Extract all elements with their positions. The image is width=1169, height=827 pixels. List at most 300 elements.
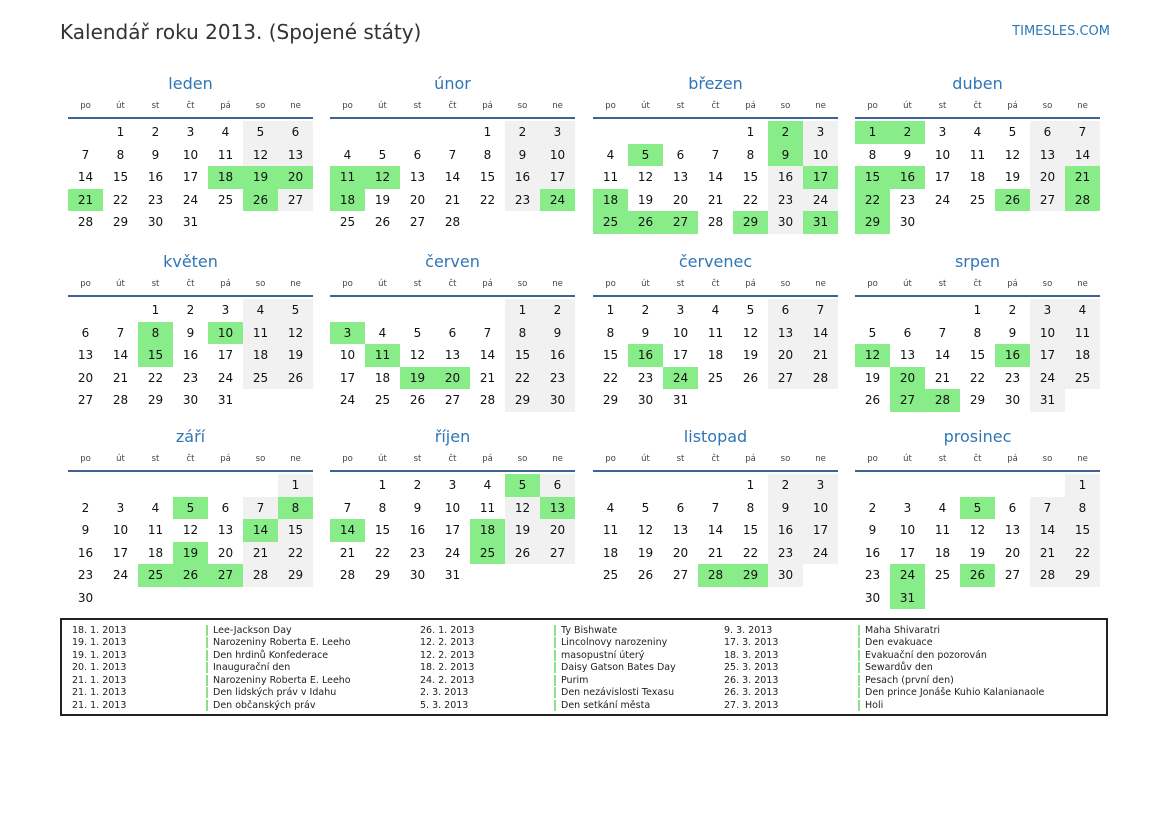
holiday-day: 19 [400,367,435,390]
day-grid [330,299,575,412]
weekday-label: po [342,454,353,464]
day-cell: 6 [81,325,90,340]
day-cell: 6 [1008,500,1017,515]
holiday-name: Holi [858,700,883,711]
holiday-day: 14 [243,519,278,542]
day-cell: 22 [742,192,759,207]
weekday-label: st [676,279,685,289]
day-cell: 25 [934,568,951,583]
day-cell: 24 [1030,367,1065,390]
day-cell: 26 [637,568,654,583]
month-name: duben [952,74,1003,93]
weekday-label: út [641,454,650,464]
weekday-label: so [780,101,791,111]
day-cell: 1 [606,303,615,318]
day-cell: 11 [243,322,278,345]
day-cell: 30 [637,393,654,408]
weekday-label: st [676,101,685,111]
legend-row [62,699,351,712]
day-cell: 8 [606,325,615,340]
day-cell: 14 [479,348,496,363]
holiday-date: 21. 1. 2013 [72,699,127,711]
day-cell: 31 [182,215,199,230]
day-cell: 6 [278,121,313,144]
day-cell: 29 [147,393,164,408]
empty-cell [103,474,138,497]
legend-row [62,674,351,687]
empty-cell [365,299,400,322]
day-cell: 9 [505,144,540,167]
weekday-label: pá [482,101,493,111]
weekday-label: čt [711,279,720,289]
day-cell: 16 [768,519,803,542]
day-cell: 22 [479,192,496,207]
day-cell: 1 [973,303,982,318]
weekday-label: ne [552,454,563,464]
day-cell: 2 [868,500,877,515]
day-cell: 4 [343,147,352,162]
empty-cell [925,474,960,497]
holiday-day: 22 [855,189,890,212]
day-cell: 22 [602,370,619,385]
day-cell: 27 [444,393,461,408]
day-cell: 1 [278,474,313,497]
weekday-label: ne [290,279,301,289]
weekday-label: st [676,454,685,464]
day-cell: 15 [742,170,759,185]
weekday-header [330,273,575,297]
holiday-day: 9 [768,144,803,167]
empty-cell [435,121,470,144]
weekday-header [855,95,1100,119]
legend-row [410,699,676,712]
day-cell: 23 [409,545,426,560]
day-cell: 5 [868,325,877,340]
day-cell: 9 [868,523,877,538]
legend-row [714,687,1044,700]
weekday-header [855,273,1100,297]
day-cell: 6 [903,325,912,340]
empty-cell [68,474,103,497]
weekday-label: so [255,279,266,289]
day-cell: 13 [217,523,234,538]
day-cell: 28 [77,215,94,230]
day-cell: 30 [147,215,164,230]
day-cell: 14 [444,170,461,185]
empty-cell [470,299,505,322]
weekday-label: st [151,101,160,111]
day-cell: 2 [413,478,422,493]
day-cell: 6 [768,299,803,322]
day-cell: 13 [1004,523,1021,538]
day-cell: 10 [934,147,951,162]
day-cell: 14 [112,348,129,363]
day-cell: 3 [448,478,457,493]
legend-column [714,624,1044,712]
legend-column [62,624,351,712]
day-cell: 21 [1030,542,1065,565]
holiday-day: 29 [733,564,768,587]
weekday-header [855,448,1100,472]
holiday-name: Purim [554,675,588,686]
weekday-label: st [151,454,160,464]
day-cell: 23 [540,367,575,390]
holiday-date: 18. 2. 2013 [420,662,475,674]
day-cell: 25 [969,192,986,207]
day-cell: 25 [602,568,619,583]
day-cell: 22 [147,370,164,385]
day-cell: 7 [1065,121,1100,144]
weekday-label: so [255,454,266,464]
legend-row [410,662,676,675]
weekday-label: ne [815,101,826,111]
day-cell: 10 [339,348,356,363]
day-cell: 28 [803,367,838,390]
day-cell: 3 [803,121,838,144]
day-cell: 8 [116,147,125,162]
holiday-day: 17 [803,166,838,189]
day-cell: 19 [505,519,540,542]
holiday-day: 5 [960,497,995,520]
weekday-label: po [342,101,353,111]
day-cell: 12 [409,348,426,363]
holiday-date: 25. 3. 2013 [724,662,779,674]
day-cell: 3 [116,500,125,515]
day-cell: 16 [864,545,881,560]
day-cell: 11 [479,500,496,515]
legend-row [62,649,351,662]
weekday-label: út [116,454,125,464]
month-duben [855,73,1100,234]
empty-cell [663,474,698,497]
day-cell: 23 [768,542,803,565]
weekday-label: po [605,454,616,464]
day-cell: 9 [81,523,90,538]
empty-cell [960,474,995,497]
empty-cell [1030,474,1065,497]
day-cell: 18 [243,344,278,367]
weekday-label: pá [220,454,231,464]
month-name: únor [434,74,471,93]
day-cell: 9 [1008,325,1017,340]
weekday-header [593,95,838,119]
day-cell: 15 [969,348,986,363]
day-cell: 12 [1004,147,1021,162]
holiday-legend [60,618,1108,716]
month-září [68,426,313,609]
holiday-day: 12 [855,344,890,367]
day-cell: 12 [505,497,540,520]
day-cell: 23 [768,189,803,212]
holiday-day: 18 [330,189,365,212]
day-cell: 11 [1065,322,1100,345]
day-cell: 8 [1065,497,1100,520]
holiday-day: 20 [890,367,925,390]
day-cell: 13 [1030,144,1065,167]
empty-cell [628,121,663,144]
holiday-name: Maha Shivaratri [858,625,940,636]
legend-row [714,637,1044,650]
day-cell: 30 [899,215,916,230]
weekday-label: pá [220,101,231,111]
day-cell: 19 [742,348,759,363]
legend-row [410,624,676,637]
day-cell: 23 [505,189,540,212]
day-cell: 6 [676,500,685,515]
weekday-label: po [867,101,878,111]
day-cell: 24 [803,542,838,565]
day-cell: 13 [768,322,803,345]
empty-cell [855,474,890,497]
day-cell: 7 [343,500,352,515]
day-cell: 11 [602,170,619,185]
holiday-day: 11 [365,344,400,367]
day-cell: 28 [444,215,461,230]
weekday-label: po [80,101,91,111]
weekday-label: út [903,101,912,111]
day-cell: 31 [444,568,461,583]
day-cell: 10 [112,523,129,538]
day-cell: 22 [112,192,129,207]
day-cell: 21 [803,344,838,367]
day-grid [68,474,313,609]
holiday-day: 20 [435,367,470,390]
weekday-label: čt [448,454,457,464]
holiday-date: 18. 1. 2013 [72,624,127,636]
day-cell: 28 [243,564,278,587]
day-grid [855,474,1100,609]
day-grid [593,121,838,234]
weekday-label: čt [711,454,720,464]
day-cell: 29 [112,215,129,230]
holiday-day: 18 [208,166,243,189]
day-cell: 11 [969,147,986,162]
empty-cell [995,474,1030,497]
holiday-name: Evakuační den pozorován [858,650,987,661]
day-cell: 20 [217,545,234,560]
holiday-day: 26 [960,564,995,587]
holiday-day: 2 [768,121,803,144]
day-cell: 9 [540,322,575,345]
weekday-label: st [938,101,947,111]
day-cell: 27 [278,189,313,212]
day-cell: 26 [864,393,881,408]
day-cell: 21 [479,370,496,385]
day-cell: 17 [672,348,689,363]
day-cell: 18 [934,545,951,560]
day-cell: 31 [672,393,689,408]
empty-cell [330,121,365,144]
day-cell: 2 [186,303,195,318]
day-cell: 19 [278,344,313,367]
holiday-day: 10 [208,322,243,345]
holiday-day: 29 [733,211,768,234]
weekday-label: út [378,454,387,464]
legend-row [410,674,676,687]
day-cell: 23 [147,192,164,207]
day-cell: 10 [803,497,838,520]
holiday-day: 18 [470,519,505,542]
weekday-label: st [413,279,422,289]
day-cell: 4 [378,325,387,340]
day-cell: 4 [973,125,982,140]
empty-cell [68,299,103,322]
day-cell: 3 [540,121,575,144]
day-cell: 14 [803,322,838,345]
weekday-label: st [938,279,947,289]
day-cell: 20 [540,519,575,542]
day-cell: 13 [899,348,916,363]
legend-row [714,674,1044,687]
holiday-date: 19. 1. 2013 [72,649,127,661]
holiday-day: 5 [628,144,663,167]
day-cell: 17 [339,370,356,385]
day-cell: 1 [505,299,540,322]
day-cell: 30 [77,590,94,605]
day-cell: 19 [1004,170,1021,185]
day-cell: 12 [742,325,759,340]
day-cell: 17 [217,348,234,363]
day-cell: 25 [243,367,278,390]
day-cell: 10 [1030,322,1065,345]
day-cell: 29 [505,389,540,412]
weekday-label: pá [220,279,231,289]
empty-cell [68,121,103,144]
day-cell: 4 [243,299,278,322]
holiday-day: 24 [890,564,925,587]
day-cell: 11 [602,523,619,538]
day-grid [855,121,1100,234]
month-name: srpen [954,252,1001,271]
day-cell: 23 [899,192,916,207]
day-cell: 4 [221,125,230,140]
day-cell: 2 [641,303,650,318]
day-cell: 14 [1030,519,1065,542]
day-cell: 12 [278,322,313,345]
day-cell: 13 [278,144,313,167]
weekday-label: so [1042,454,1053,464]
day-cell: 18 [707,348,724,363]
day-cell: 2 [81,500,90,515]
month-name: listopad [683,427,748,446]
holiday-name: Den setkání města [554,700,650,711]
holiday-name: Narozeniny Roberta E. Leeho [206,637,351,648]
legend-row [410,637,676,650]
holiday-name: Narozeniny Roberta E. Leeho [206,675,351,686]
weekday-label: čt [973,454,982,464]
site-link[interactable]: TIMESLES.COM [1012,24,1110,39]
day-cell: 17 [803,519,838,542]
day-grid [68,299,313,412]
holiday-day: 26 [243,189,278,212]
weekday-label: po [80,279,91,289]
day-cell: 27 [409,215,426,230]
day-cell: 29 [278,564,313,587]
holiday-day: 27 [890,389,925,412]
month-name: prosinec [943,427,1012,446]
day-grid [593,299,838,412]
empty-cell [890,474,925,497]
weekday-label: so [517,279,528,289]
day-cell: 5 [746,303,755,318]
day-cell: 15 [1065,519,1100,542]
weekday-label: út [116,101,125,111]
holiday-day: 1 [855,121,890,144]
day-cell: 4 [606,500,615,515]
day-cell: 5 [378,147,387,162]
empty-cell [698,121,733,144]
day-cell: 7 [81,147,90,162]
weekday-label: ne [552,279,563,289]
holiday-name: Lincolnovy narozeniny [554,637,667,648]
day-cell: 29 [602,393,619,408]
empty-cell [400,299,435,322]
holiday-day: 24 [540,189,575,212]
day-cell: 9 [151,147,160,162]
day-cell: 21 [243,542,278,565]
day-cell: 9 [903,147,912,162]
day-cell: 5 [413,325,422,340]
day-cell: 22 [374,545,391,560]
day-cell: 6 [540,474,575,497]
weekday-label: út [903,454,912,464]
day-cell: 30 [768,211,803,234]
empty-cell [243,474,278,497]
weekday-label: pá [1007,454,1018,464]
day-cell: 28 [479,393,496,408]
day-cell: 18 [147,545,164,560]
month-name: březen [688,74,743,93]
holiday-day: 24 [663,367,698,390]
weekday-label: út [378,279,387,289]
holiday-day: 26 [995,189,1030,212]
day-cell: 7 [711,500,720,515]
holiday-date: 21. 1. 2013 [72,674,127,686]
day-cell: 26 [374,215,391,230]
day-cell: 7 [116,325,125,340]
day-cell: 24 [803,189,838,212]
holiday-day: 2 [890,121,925,144]
weekday-label: st [413,454,422,464]
weekday-label: čt [186,279,195,289]
day-cell: 7 [243,497,278,520]
day-cell: 8 [746,500,755,515]
month-říjen [330,426,575,587]
day-cell: 12 [969,523,986,538]
day-cell: 31 [1030,389,1065,412]
weekday-label: st [938,454,947,464]
day-cell: 25 [217,192,234,207]
day-cell: 10 [672,325,689,340]
day-cell: 25 [339,215,356,230]
weekday-label: pá [482,454,493,464]
day-cell: 1 [1065,474,1100,497]
day-cell: 30 [409,568,426,583]
day-cell: 2 [1008,303,1017,318]
holiday-date: 19. 1. 2013 [72,637,127,649]
holiday-date: 18. 3. 2013 [724,649,779,661]
day-cell: 11 [217,147,234,162]
weekday-header [68,273,313,297]
day-cell: 15 [374,523,391,538]
day-cell: 22 [278,542,313,565]
day-cell: 1 [746,125,755,140]
day-cell: 18 [969,170,986,185]
empty-cell [593,474,628,497]
weekday-label: ne [815,454,826,464]
holiday-day: 12 [365,166,400,189]
weekday-label: čt [186,454,195,464]
